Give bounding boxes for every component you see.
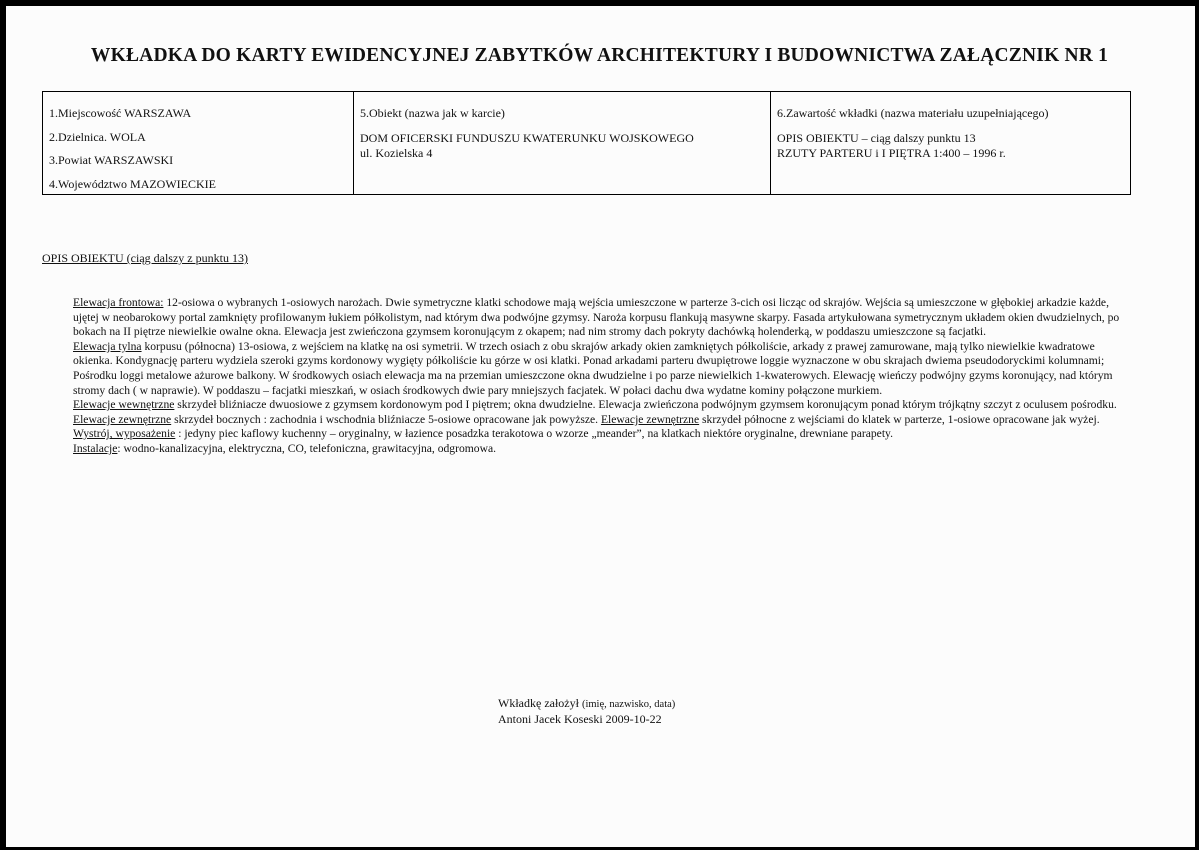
interior-text: : jedyny piec kaflowy kuchenny – oryginalny, w łazience posadzka terakotowa o wzorze „meander”, na klatkach niektóre oryginalne, drewniane parapety. bbox=[175, 427, 893, 441]
interior-label: Wystrój, wyposażenie bbox=[73, 427, 176, 441]
front-elevation-text: 12-osiowa o wybranych 1-osiowych narożach. Dwie symetryczne klatki schodowe mają wejścia umieszczone w parterze 3-cich osi licząc od skrajów. Wejścia są umieszczone w głębokiej arkadzie każde, ujętej w neobarokowy portal zamknięty profilowanym łukiem półkolistym, nad którym dwa podwójne gzymsy. Naroża korpusu flankują masywne skarpy. Fasada artykułowana symetrycznym układem okien dwudzielnych, po bokach na II piętrze niewielkie owalne okna. Elewacja jest zwieńczona gzymsem koronującym z okapem; nad nim stromy dach pokryty dachówką holenderką, w poddaszu umieszczone są facjatki. bbox=[73, 296, 1120, 339]
rear-elevation-paragraph bbox=[73, 340, 1133, 398]
section-heading: OPIS OBIEKTU (ciąg dalszy z punktu 13) bbox=[42, 251, 248, 265]
outer-elevations-text-2: skrzydeł północne z wejściami do klatek w parterze, 1-osiowe opracowane jak wyżej. bbox=[699, 412, 1100, 426]
contents-item-2: RZUTY PARTERU i I PIĘTRA 1:400 – 1996 r. bbox=[777, 146, 1006, 160]
description-body bbox=[73, 296, 1133, 457]
header-table bbox=[42, 91, 1131, 195]
rear-elevation-text: korpusu (północna) 13-osiowa, z wejściem na klatkę na osi symetrii. W trzech osiach z obu skrajów arkady okien zamkniętych półkoliście, arkady z prawej zamurowane, mają tylko niewielkie kwadratowe okienka. Kondygnację parteru wydziela szeroki gzyms kordonowy wygięty półkoliście ku górze w osi klatki. Ponad arkadami parteru dwupiętrowe loggie wyznaczone w obu skrajach dwiema pseudodoryckimi kolumnami; Pośrodku loggi metalowe ażurowe balkony. W środkowych osiach elewacja ma na przemian umieszczone okna dwudzielne i po parze niewielkich 1-kwaterowych. Elewację wieńczy podwójny gzyms koronujący, nad którym stromy dach ( w naprawie). W poddaszu – facjatki mieszkań, w osiach środkowych dwie pary mniejszych facjatek. W połaci dachu dwa wydatne kominy połączone murkiem. bbox=[73, 339, 1113, 397]
outer-elevations-label: Elewacje zewnętrzne bbox=[73, 412, 172, 426]
scan-border-top bbox=[0, 0, 1199, 6]
rear-elevation-label: Elewacja tylna bbox=[73, 339, 142, 353]
object-label: 5.Obiekt (nazwa jak w karcie) bbox=[360, 106, 505, 120]
document-title: WKŁADKA DO KARTY EWIDENCYJNEJ ZABYTKÓW ARCHITEKTURY I BUDOWNICTWA ZAŁĄCZNIK NR 1 bbox=[90, 45, 1109, 66]
location-column bbox=[43, 92, 354, 194]
object-address: ul. Kozielska 4 bbox=[360, 146, 433, 160]
interior-paragraph bbox=[73, 427, 1133, 442]
signature-label-line bbox=[498, 696, 675, 712]
contents-label: 6.Zawartość wkładki (nazwa materiału uzupełniającego) bbox=[777, 106, 1049, 120]
outer-elevations-text: skrzydeł bocznych : zachodnia i wschodnia bliźniacze 5-osiowe opracowane jak powyższe. bbox=[171, 412, 601, 426]
installations-label: Instalacje bbox=[73, 441, 118, 455]
locality-field: 1.Miejscowość WARSZAWA bbox=[49, 106, 192, 120]
inner-elevations-text: skrzydeł bliźniacze dwuosiowe z gzymsem kordonowym pod I piętrem; okna dwudzielne. Elewacja zwieńczona podwójnym gzymsem koronującym ponad którym trójkątny szczyt z oculusem pośrodku. bbox=[174, 398, 1117, 412]
voivodeship-field: 4.Województwo MAZOWIECKIE bbox=[49, 176, 216, 191]
scan-border-left bbox=[0, 0, 6, 850]
object-column bbox=[354, 92, 771, 194]
installations-paragraph bbox=[73, 442, 1133, 457]
contents-item-1: OPIS OBIEKTU – ciąg dalszy punktu 13 bbox=[777, 131, 976, 145]
signature-value: Antoni Jacek Koseski 2009-10-22 bbox=[498, 712, 662, 726]
contents-column bbox=[771, 92, 1130, 194]
wings-elevation-paragraph bbox=[73, 398, 1133, 427]
front-elevation-label: Elewacja frontowa: bbox=[73, 296, 164, 309]
scan-border-right bbox=[1195, 0, 1199, 850]
outer-elevations-label-2: Elewacje zewnętrzne bbox=[600, 412, 700, 426]
signature-label-hint: (imię, nazwisko, data) bbox=[581, 699, 676, 710]
signature-label: Wkładkę założył bbox=[498, 696, 582, 710]
object-name: DOM OFICERSKI FUNDUSZU KWATERUNKU WOJSKOWEGO bbox=[360, 131, 694, 145]
county-field: 3.Powiat WARSZAWSKI bbox=[49, 153, 174, 167]
installations-text: : wodno-kanalizacyjna, elektryczna, CO, telefoniczna, grawitacyjna, odgromowa. bbox=[117, 441, 496, 455]
district-field: 2.Dzielnica. WOLA bbox=[49, 129, 146, 144]
front-elevation-paragraph bbox=[73, 296, 1133, 340]
signature-block bbox=[498, 696, 675, 727]
inner-elevations-label: Elewacje wewnętrzne bbox=[73, 398, 175, 412]
